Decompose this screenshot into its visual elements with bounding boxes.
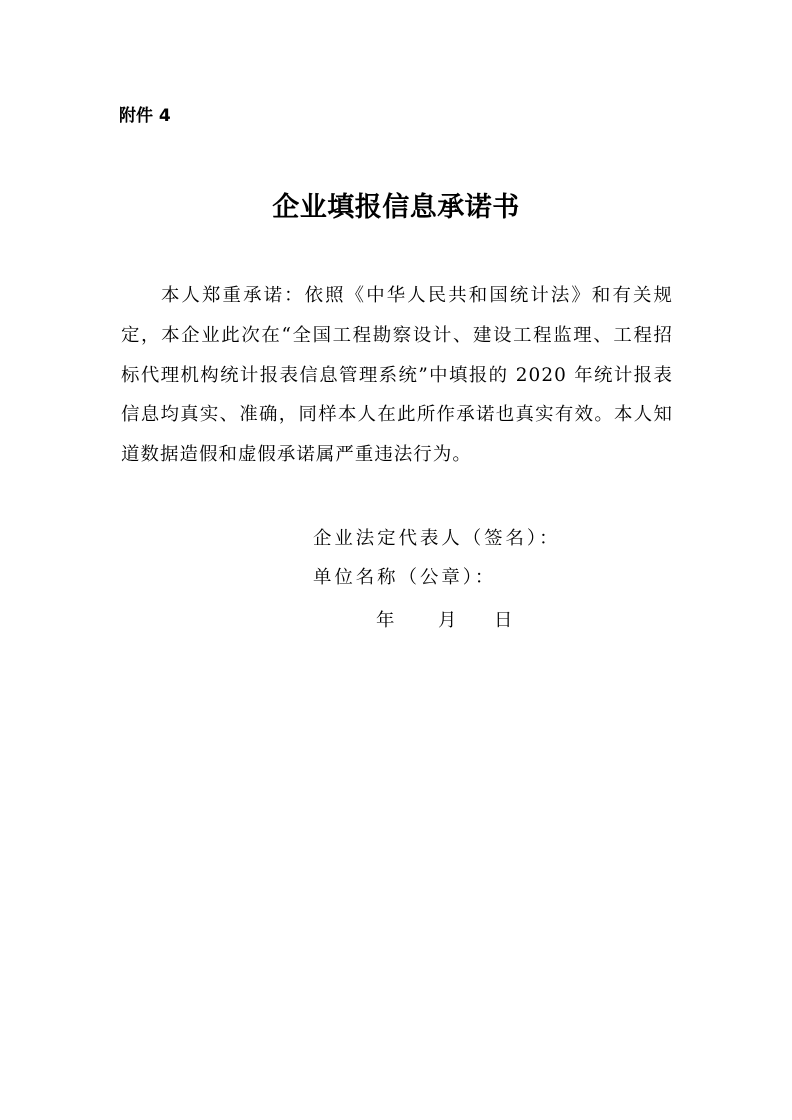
document-title: 企业填报信息承诺书 — [272, 192, 520, 223]
company-name-seal-label: 单位名称（公章）： — [313, 567, 497, 588]
attachment-label: 附件 4 — [119, 106, 171, 126]
commitment-paragraph: 本人郑重承诺：依照《中华人民共和国统计法》和有关规定，本企业此次在“全国工程勘察设计、建设工程监理、工程招标代理机构统计报表信息管理系统”中填报的 2020 年统计报表信息均真实、准确，同样本人在此所作承诺也真实有效。本人知道数据造假和虚假承诺属严重违法行为。 — [121, 285, 673, 466]
day-label: 日 — [494, 610, 513, 631]
month-label: 月 — [438, 610, 457, 631]
year-label: 年 — [376, 610, 395, 631]
legal-representative-signature-label: 企业法定代表人（签名）： — [313, 528, 561, 549]
